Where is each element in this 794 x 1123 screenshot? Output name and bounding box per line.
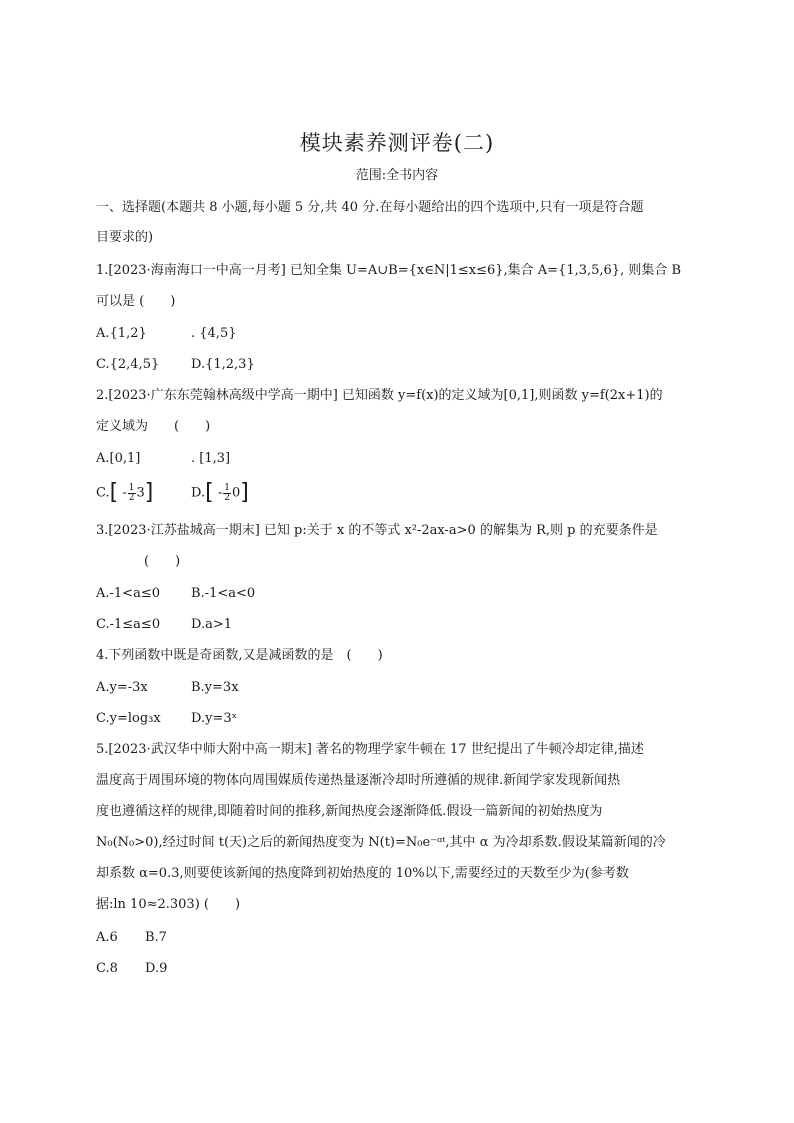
- question-3-option-a: A.-1<a≤0: [96, 586, 160, 601]
- question-5-stem-line2: 温度高于周围环境的物体向周围媒质传递热量逐渐冷却时所遵循的规律.新闻学家发现新闻热: [96, 773, 621, 788]
- section-header-line2: 目要求的): [96, 230, 154, 245]
- section-header-line1: 一、选择题(本题共 8 小题,每小题 5 分,共 40 分.在每小题给出的四个选项中,只有一项是符合题: [96, 200, 644, 215]
- question-4-option-c: C.y=log₃x: [96, 711, 161, 726]
- question-3-option-b: B.-1<a<0: [191, 586, 256, 601]
- question-5-stem-line5: 却系数 α=0.3,则要使该新闻的热度降到初始热度的 10%以下,需要经过的天数至少为(参考数: [96, 866, 629, 881]
- right-bracket-icon: ]: [144, 480, 154, 505]
- question-2-option-a: A.[0,1]: [96, 451, 141, 466]
- question-5-option-d: D.9: [145, 961, 168, 976]
- question-4-option-d: D.y=3ˣ: [191, 711, 238, 726]
- right-bracket-icon: ]: [240, 480, 249, 505]
- fraction: $\frac{1}{2}$: [224, 482, 230, 503]
- question-1-stem-line2: 可以是 ( ): [96, 294, 176, 309]
- left-bracket-icon: [: [205, 480, 214, 505]
- question-5-option-c: C.8: [96, 961, 118, 976]
- question-4-option-b: B.y=3x: [191, 680, 239, 695]
- page-title: 模块素养测评卷(二): [299, 131, 495, 155]
- page-subtitle: 范围:全书内容: [355, 168, 439, 183]
- fraction: $\frac{1}{2}$: [128, 482, 135, 503]
- question-5-stem-line6: 据:ln 10≈2.303) ( ): [96, 897, 241, 912]
- question-3-option-c: C.-1≤a≤0: [96, 617, 161, 632]
- question-2-option-c: C.[ - $\frac{1}{2}$ 3]: [96, 480, 154, 505]
- question-1-option-b: . {4,5}: [191, 326, 237, 341]
- question-2-option-b: . [1,3]: [191, 451, 231, 466]
- question-1-option-d: D.{1,2,3}: [191, 357, 255, 372]
- question-4-option-a: A.y=-3x: [96, 680, 148, 695]
- question-4-stem-line1: 4.下列函数中既是奇函数,又是减函数的是 ( ): [96, 648, 383, 663]
- question-2-option-d: D.[ - $\frac{1}{2}$ 0]: [191, 480, 249, 505]
- question-3-option-d: D.a>1: [191, 617, 233, 632]
- question-5-stem-line1: 5.[2023·武汉华中师大附中高一期末] 著名的物理学家牛顿在 17 世纪提出了牛顿冷却定律,描述: [96, 742, 644, 757]
- left-bracket-icon: [: [109, 480, 119, 505]
- question-2-stem-line2: 定义域为 ( ): [96, 419, 211, 434]
- question-2-stem-line1: 2.[2023·广东东莞翰林高级中学高一期中] 已知函数 y=f(x)的定义域为[0,1],则函数 y=f(2x+1)的: [96, 388, 663, 403]
- question-5-stem-line3: 度也遵循这样的规律,即随着时间的推移,新闻热度会逐渐降低.假设一篇新闻的初始热度为: [96, 804, 603, 819]
- question-5-stem-line4: N₀(N₀>0),经过时间 t(天)之后的新闻热度变为 N(t)=N₀e⁻ᵅᵗ,其中 α 为冷却系数.假设某篇新闻的冷: [96, 835, 666, 850]
- question-1-option-c: C.{2,4,5}: [96, 357, 160, 372]
- question-3-stem-line1: 3.[2023·江苏盐城高一期末] 已知 p:关于 x 的不等式 x²-2ax-a>0 的解集为 R,则 p 的充要条件是: [96, 523, 658, 538]
- question-5-option-a: A.6: [96, 930, 118, 945]
- question-5-option-b: B.7: [145, 930, 167, 945]
- question-3-stem-line2: ( ): [144, 554, 181, 569]
- question-1-stem-line1: 1.[2023·海南海口一中高一月考] 已知全集 U=A∪B={x∈N|1≤x≤6},集合 A={1,3,5,6}, 则集合 B: [96, 263, 682, 278]
- question-1-option-a: A.{1,2}: [96, 326, 147, 341]
